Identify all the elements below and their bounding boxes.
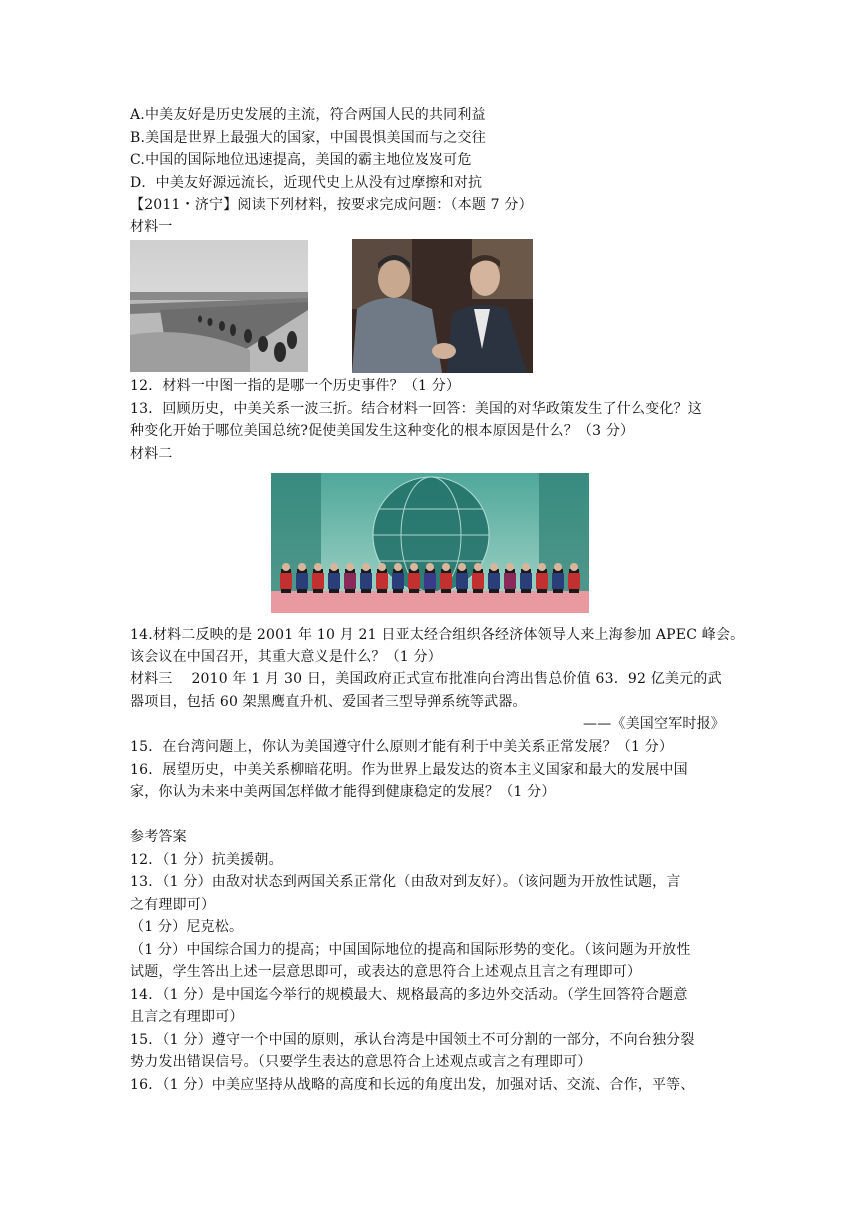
answer-line: 14．（1 分）是中国迄今举行的规模最大、规格最高的多边外交活动。（学生回答符合题意 xyxy=(130,987,688,1003)
material3-source: ——《美国空军时报》 xyxy=(583,716,725,732)
question-14-line2: 该会议在中国召开，其重大意义是什么？（1 分） xyxy=(130,649,442,665)
answer-line: 12．（1 分）抗美援朝。 xyxy=(130,852,283,868)
answer-line: 试题，学生答出上述一层意思即可，或表达的意思符合上述观点且言之有理即可） xyxy=(130,964,642,980)
answer-line: 16．（1 分）中美应坚持从战略的高度和长远的角度出发，加强对话、交流、合作，平等、 xyxy=(130,1077,695,1093)
question-13-line1: 13．回顾历史，中美关系一波三折。结合材料一回答：美国的对华政策发生了什么变化？这 xyxy=(130,401,703,417)
option-c: C.中国的国际地位迅速提高，美国的霸主地位岌岌可危 xyxy=(130,152,472,168)
question-13-line2: 种变化开始于哪位美国总统?促使美国发生这种变化的根本原因是什么？（3 分） xyxy=(130,423,635,439)
question-header: 【2011・济宁】阅读下列材料，按要求完成问题：（本题 7 分） xyxy=(130,197,533,213)
answer-line: （1 分）尼克松。 xyxy=(130,919,244,935)
answer-line: 13．（1 分）由敌对状态到两国关系正常化（由敌对到友好）。（该问题为开放性试题，言 xyxy=(130,874,681,890)
photo-troops-crossing-bridge xyxy=(130,240,308,372)
photo-handshake xyxy=(352,239,533,373)
answers-title: 参考答案 xyxy=(130,829,187,845)
material3-line2: 器项目，包括 60 架黑鹰直升机、爱国者三型导弹系统等武器。 xyxy=(130,694,527,710)
answer-line: 且言之有理即可） xyxy=(130,1009,244,1025)
question-12: 12．材料一中图一指的是哪一个历史事件？（1 分） xyxy=(130,378,461,394)
material3-line1: 材料三 2010 年 1 月 30 日，美国政府正式宣布批准向台湾出售总价值 63．92 亿美元的武 xyxy=(130,671,722,687)
option-a: A.中美友好是历史发展的主流，符合两国人民的共同利益 xyxy=(130,107,486,123)
option-b: B.美国是世界上最强大的国家，中国畏惧美国而与之交往 xyxy=(130,130,486,146)
answer-line: 之有理即可） xyxy=(130,897,216,913)
question-16-line1: 16．展望历史，中美关系柳暗花明。作为世界上最发达的资本主义国家和最大的发展中国 xyxy=(130,762,688,778)
answer-line: （1 分）中国综合国力的提高；中国国际地位的提高和国际形势的变化。（该问题为开放性 xyxy=(130,942,691,958)
question-14-line1: 14.材料二反映的是 2001 年 10 月 21 日亚太经合组织各经济体领导人来上海参加 APEC 峰会。 xyxy=(130,627,745,643)
material2-label: 材料二 xyxy=(130,446,173,462)
option-d: D．中美友好源远流长，近现代史上从没有过摩擦和对抗 xyxy=(130,175,483,191)
question-16-line2: 家，你认为未来中美两国怎样做才能得到健康稳定的发展？（1 分） xyxy=(130,784,556,800)
question-15: 15．在台湾问题上，你认为美国遵守什么原则才能有利于中美关系正常发展？（1 分） xyxy=(130,739,674,755)
material1-label: 材料一 xyxy=(130,219,173,235)
photo-apec-leaders xyxy=(271,473,589,613)
answer-line: 15．（1 分）遵守一个中国的原则，承认台湾是中国领土不可分割的一部分，不向台独分裂 xyxy=(130,1032,695,1048)
answer-line: 势力发出错误信号。（只要学生表达的意思符合上述观点或言之有理即可） xyxy=(130,1054,592,1070)
